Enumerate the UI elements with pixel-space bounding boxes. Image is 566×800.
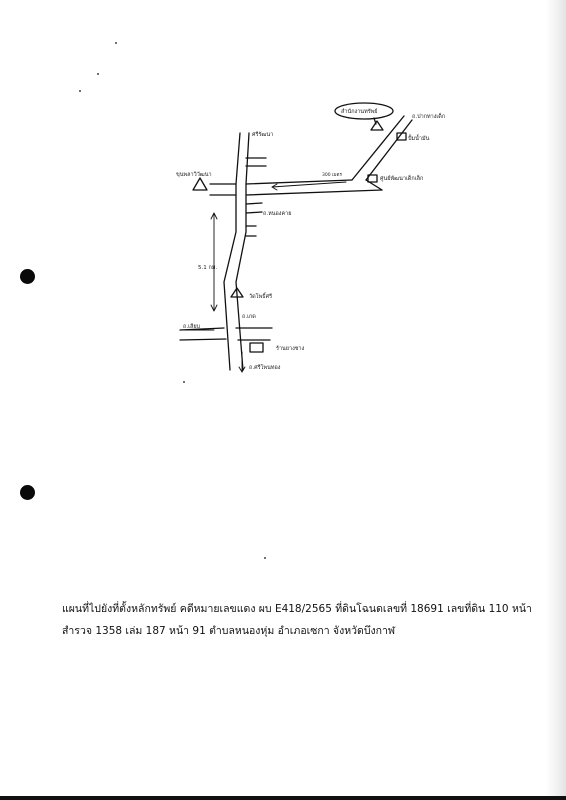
- label-road-left: ถ.เลียบ: [183, 324, 201, 330]
- label-distance-mid: 5.1 กม.: [198, 265, 218, 271]
- label-sapphire: สำนักงานทรัพย์: [341, 109, 378, 115]
- label-temple: วัดโพธิ์ศรี: [249, 294, 273, 300]
- target-triangle: [371, 121, 383, 130]
- diagonal-road-west: [352, 116, 404, 180]
- caption-line-1: แผนที่ไปยังที่ตั้งหลักทรัพย์ คดีหมายเลขแดง ผบ E418/2565 ที่ดินโฉนดเลขที่ 18691 เลขที่ดิน 110 หน้า: [62, 603, 532, 615]
- label-school: ศูนย์พัฒนาเด็กเล็ก: [380, 176, 424, 182]
- label-road-pad: ถ.ปากทางเด็ก: [412, 114, 446, 120]
- label-sirisukawat: ศรีรัฒนา: [252, 132, 274, 138]
- diagonal-road-east-upper: [366, 120, 412, 180]
- east-road-south-edge: [246, 190, 382, 195]
- temple-triangle-west: [193, 178, 207, 190]
- east-road-north-edge: [246, 180, 352, 184]
- label-distance-top: 300 เมตร: [322, 173, 342, 178]
- caption-line-2: สำรวจ 1358 เล่ม 187 หน้า 91 ตำบลหนองหุ่ม อำเภอเซกา จังหวัดบึงกาฬ: [62, 625, 396, 637]
- label-pump: ปั้มน้ำมัน: [408, 136, 430, 142]
- map-caption: [62, 598, 532, 642]
- side-road-stub: [246, 212, 262, 213]
- label-store: ร้านยางชาง: [276, 346, 305, 352]
- landmark-box-store: [250, 343, 263, 352]
- label-road-bottom: ถ.ศรีโพนทอง: [249, 365, 281, 371]
- side-road-stub: [246, 203, 262, 204]
- lower-road-west-2: [180, 339, 226, 340]
- label-khun-pong: ขุนพลาวิวัฒนา: [176, 172, 212, 178]
- main-road-east-edge: [236, 133, 249, 370]
- label-road-nong-khai: ถ.หนองคาย: [263, 211, 292, 217]
- label-road-ket: ถ.เกด: [242, 314, 256, 320]
- main-road-west-edge: [224, 133, 240, 370]
